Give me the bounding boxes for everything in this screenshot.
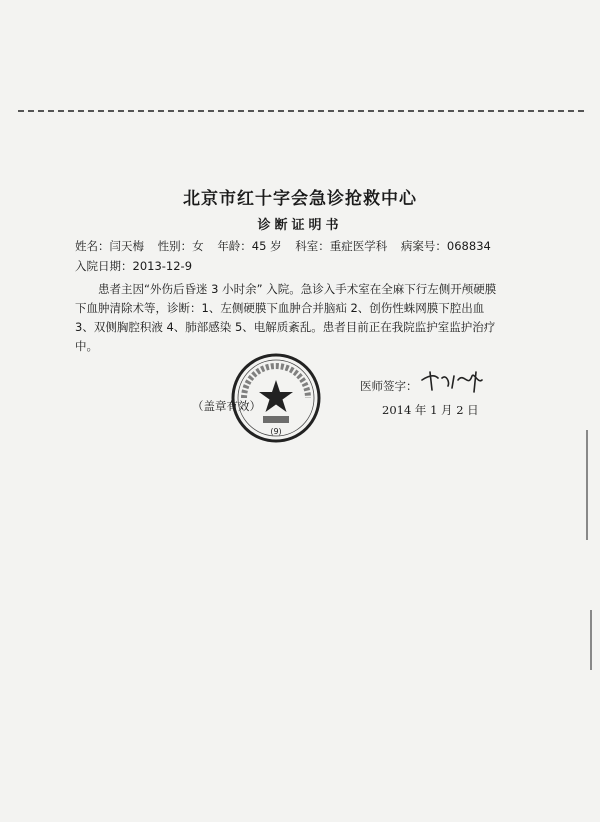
- document-title: 北京市红十字会急诊抢救中心: [183, 189, 417, 209]
- handwritten-signature: [420, 366, 490, 396]
- patient-info-line: [75, 238, 501, 254]
- dashed-rule: [18, 110, 584, 112]
- diagnosis-body: [75, 280, 505, 356]
- document-subtitle: 诊断证明书: [257, 218, 343, 233]
- patient-case-no: 病案号：068834: [400, 239, 491, 253]
- stamp-note: （盖章有效）: [192, 399, 261, 413]
- edge-mark: [586, 430, 588, 540]
- svg-text:(9): (9): [270, 427, 282, 436]
- doctor-signature-label: 医师签字：: [360, 379, 418, 393]
- sign-date: 2014 年 1 月 2 日: [382, 403, 479, 417]
- diagnosis-paragraph: 患者主因“外伤后昏迷 3 小时余” 入院。急诊入手术室在全麻下行左侧开颅硬膜下血肿清除术等，诊断：1、左侧硬膜下血肿合并脑疝 2、创伤性蛛网膜下腔出血 3、双侧胸腔积液 4、肺部感染 5、电解质紊乱。患者目前正在我院监护室监护治疗中。: [75, 282, 497, 353]
- patient-department: 科室：重症医学科: [295, 239, 388, 253]
- official-seal: [230, 352, 322, 444]
- edge-mark: [590, 610, 592, 670]
- patient-gender: 性别：女: [157, 239, 204, 253]
- patient-age: 年龄：45 岁: [217, 239, 282, 253]
- admission-date: 入院日期：2013-12-9: [75, 259, 193, 273]
- patient-name: 姓名：闫天梅: [75, 239, 144, 253]
